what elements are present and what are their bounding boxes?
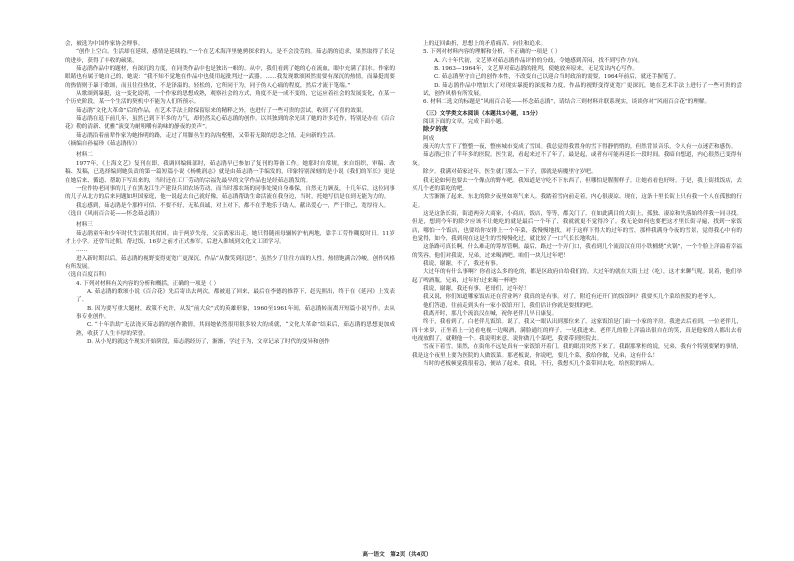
paragraph: 茹志鹃在退下前几年，虽然已到下半多的力气，却仍然关心茹志鹃的创作。以其独到的余光读了她的许多近作，特别是办在《百合花》勒的清新、优雅“演变为耐咀嚼有韵味的静夜的美声”。: [65, 116, 395, 131]
question-6: 6. 材料二选文的标题是“风雨百合花——怀念茹志鹃”，请结合三则材料并联系现实，谈谈你对“风雨百合花”的理解。: [423, 99, 711, 106]
option-b: B. 因为要写重大题材，政策不允许，从发“前大众”式的英雄形象，1960至1961年间，茹志鹃转而离开短篇小说写作，去从事专业创作。: [76, 305, 395, 320]
left-column: [65, 40, 395, 346]
story-title: 除夕的夜: [423, 126, 448, 134]
instruction: 阅读下面的文章，完成下面小题。: [423, 119, 507, 126]
paragraph: 一位作协老同事的儿子在黑龙江生产建设兵团农场劳动，而当时那农场的同事处境自身难保，自然无力顾及，十几年后，这位同事的儿子从北方的后来问题如坦国家庭，他一说起去自己就好像，茹志鹃帮助生命活流在我身边，当时，托她写信是在到无能为力的。: [65, 185, 395, 201]
paragraph: 当时的老板顿觉我很着急，便站了起来，我说，不行，我想买几个菜带回去吃。给医院的病人。: [423, 361, 658, 368]
paragraph: 除夕。我满对茹家过年，医生就门那么一下子，那就是病魔里守岁吧。: [423, 169, 597, 176]
paragraph: 这条路可真长啊。什么难走的筹厚管啊。最后，路过一个弄门口，我看到几个流浪汉在用小铁桶烧“火锅”，一个个脸上洋溢着幸福的笑容。他们对我说，兄弟，过来喝酒吧。咱们一块儿过年吧！: [412, 244, 742, 259]
option-c: C. 茹志鹃坚守自己的创作本性，不改变自己以迎合当时政治的需要，1964年前后，就还手握笔了。: [434, 74, 680, 81]
paragraph: 从歌颂到暴挺，这一变化说明，一个作家的思想成熟，观察社会的方式，角度不是一成不变的，它运应着社会的发展变化，在某一个历史阶段，某一个生活的契机中不能为人们所预示。: [65, 91, 395, 106]
paragraph: 茹志鹃沿着前辈作家为她指明的路，走过了用脚丛生的沟沟壑壑，又带着无限的思念之情，走向新的生活。: [76, 132, 339, 139]
source-citation: （选自百度百科）: [65, 272, 110, 279]
paragraph: 我离开时，那几个流浪汉在喊，祝你老伴儿早日康复。: [423, 311, 558, 317]
option-c: C. “十年浩劫”无法浇灭茹志鹃的创作激情，其间她依然很用很多较大的成就，“文化大革命”结束后，茹志鹃的思想更加成熟，收获了人生丰厚的荣誉。: [76, 322, 395, 337]
paragraph: 茹志鹃已住了半年多的医院。医生说，看起来过不了年了，最是起，或者有可能再延长一段时间。我暗自想道，内心很然已变得有灰。: [412, 152, 742, 167]
material-heading: 材料二: [76, 152, 93, 159]
paragraph: 我说，谢谢，不了，我还有事。: [423, 260, 502, 267]
option-d: D. 茹志鹃作品中增加大了对现实暴挺的深度和力度，作品的视野变得更宽广更深沉，她在艺术手法上进行了一些可贵的尝试，创作风格有所发展。: [423, 82, 742, 98]
page-footer: 高一语文 第2页（共4页）: [362, 552, 432, 558]
paragraph: 茹志鹃“文化大革命”后的作品，在艺术手法上除保留原来的精粹之外，也进行了一些可贵的尝试，收到了可喜的效果。: [76, 107, 368, 114]
material-heading: 材料三: [76, 222, 93, 229]
paragraph: 我说，谢谢，我还有事，老哥们，过年好！: [423, 285, 530, 292]
paragraph: 我又说，你们知道哪家饭店还在营业吗？我真的是有事。对了，附近有还开门的饭馆吗？我要买几个菜给医院的老爷人。: [423, 294, 720, 301]
paragraph: 茹志鹃作品中的题材，有深沉的力度，在同类作品中也是独出一帜的。从中，我们看到了她的心在流血，眼中充满了泪水。作家的眼睛也有属于她自己的，她说：“我不知不觉地在作品中也使用起批判过一武器。……我发现歌颂困然需要有深沉的热情，而暴挺需要的热情则于暴于歌颂，而且往往热忱，不是泽溢的，轻松的，它所同于为，同于伪人心痛的程度，然后才流于笔端。”: [65, 66, 395, 89]
question-5: 5. 下列对材料内容的理解和分析，不正确的一项是（ ）: [423, 49, 561, 56]
paragraph: 雪夜下着雪。果然，在街角不远处真有一家饭馆开着门。我的眼泪突然下来了。我跟那掌柜的说，兄弟，我有个特别要紧的事情，我是这个夜里上要为医院的人做饭菜。那老板说，你说吧，要几个菜，我给你做，兄弟，这有什么！: [412, 344, 742, 359]
paragraph: 大过年的有什么事啊？你看这么多的吃的，都是区政府自给我们的。大过年的就在大街上过（吃），这才来聊气呢。说着，他们举起了啤酒瓶，兄弟，过年好!过来喝一杯吧!: [412, 269, 742, 284]
paragraph: 会，被选为中国作家协会理事。: [65, 41, 144, 47]
paragraph: 这是这条长街，街道两旁大商家，小商店，饭店，等等，都关门了。在如此满目的大街上，孤独、凄凉和失落始终伴我一同寻找。但是，想到今年的除夕应该不让她吃的就是最后一个年了，我就就更不觉得冷了。我无论如何也要把这才里长街寻遍，找到一家饭店，哪怕一个饭店，也要给你安排上一个年菜，我慢慢地找，对于这样下得大的过年的雪，那样我满身今夜的雪景，觉得我心中有的也觉得，如今，我到现在这是生的雪慢慢化过，就比较了一口气长长地吹出。: [412, 210, 742, 242]
option-a: A. 六十年代初，文艺界对茹志鹃作品评价的分歧，令她感到苦闷，找不到写作方向。: [434, 57, 643, 64]
paragraph: 漫天的大雪下了整整一夜，整座城市变成了雪国。我总觉得我置身的雪下得静悄悄的，但然背景音乐，令人有一点迷茫和感伤。: [423, 144, 737, 151]
paragraph: 他们答道，往前走到头有一家小饭馆开门，我们估计你就是要找的吧。: [423, 302, 597, 309]
paragraph: 大雪渐渐了起来。东北的除夕夜里如寒气来人。我踏着雪向前走着，内心很凄凉。现在，这条十里长街上只有我一个人在孤独的行走。: [412, 194, 742, 209]
right-column: [412, 40, 742, 368]
paragraph: 进入新时期以后，茹志鹃的视野变得更宽广更深沉，作品“从微笑到沉思”，虽然少了往往方面的人性，热情饱满合冷峻，创作风格有所发展。: [65, 255, 395, 270]
paragraph: 终于，我看到了。白老伴儿饭馆。说了，我又一眼认出到那位来了。这家饭馆是门面一小家的平房。我进去后看到，一位老伴儿，四十来岁，正坐着上一边看电视一边喝酒，满脸通红的样子，一见我进来，老伴儿的脸上洋溢出很自在的笑，真是他家的人都出去看电视放假了，就剩他一个。我说明来意，说你做几个菜吧，我要带到医院去。: [412, 319, 742, 343]
section-heading: （三）文学类文本阅读（本题共3小题，15分）: [423, 110, 541, 117]
option-d: D. 从小见的就这个现实开始阶段，茹志鹃经历了，渐渐，学过于为，文章记录了时代的变异和创作: [87, 339, 330, 346]
paragraph: 上的迂回曲折，思想上的矛盾痛苦、向往和追求。: [423, 41, 547, 47]
option-a: A. 茹志鹃的歌颂小说《百合花》先后寄出去两次，都被退了回来，最后在李德的推荐下，赶宪照出，终于在《延河》上发表了。: [76, 288, 395, 304]
paragraph: 1977年，《上海文艺》复刊在即，我调回编辑部时，茹志鹃早已参加了复刊的筹备工作。她那时自常规，来自组织，审稿、改稿、发稿，已选择编到她负责的第一篇短篇小说《杨桃润志》就是由茹志鹃一手编发的，印象特别深刻的是小说《我们的军长》更是在她后来、循道、帮助下写出来的，当时还在工厂劳动的宗福先最早的文学作品也是经茹志鹃发的。: [65, 160, 395, 184]
paragraph: 茹志鹃童年和少年时代生活很其贫困。由于两岁失母，父亲离家出走，她只得随祖母辗转沪杭两地，靠手工劳作糊度时日。11岁才上小学。还曾当过佣，帮过饭，16岁之前才正式参军。后进入淮域到文化文工团学习。: [65, 230, 395, 245]
source-citation: （选自《风雨百合花——怀念茹志鹃》）: [65, 210, 163, 217]
ellipsis: ……: [76, 247, 88, 254]
paragraph: “创作上空白，生活却在延续，感情是延续的。”一个在艺术海洋里驰骋探求的人，是不会没劳的。茹志鹃的追求，果然取得了长足的进步，获得了丰收的硕果。: [65, 49, 395, 64]
paragraph: 我无论如何也要去一个像点的野车吧。我知道是守吃不下东西了，但哪怕是腥腥样子，让她看看也好呀。于是，我上街找饭店，去买几个老的菜吃的吧。: [412, 177, 742, 192]
question-4: 4. 下列对材料有关内容的分析和概括，正确的一项是（ ）: [76, 280, 220, 287]
option-b: B. 1963—1964年，文艺界对茹志鹃的批判，使她放弃原来，无足发出内心写作。: [434, 66, 638, 73]
paragraph: 我忘感到，茹志鹃是个那样可信、不要不好，无私真诚，对上对下，都不在乎地乐于助人，献出爱心一，严于律己，宽厚待人。: [76, 202, 390, 209]
story-author: 阿成: [423, 135, 435, 142]
source-citation: （摘编自孙福珍《茹志鹃传》）: [65, 141, 141, 148]
